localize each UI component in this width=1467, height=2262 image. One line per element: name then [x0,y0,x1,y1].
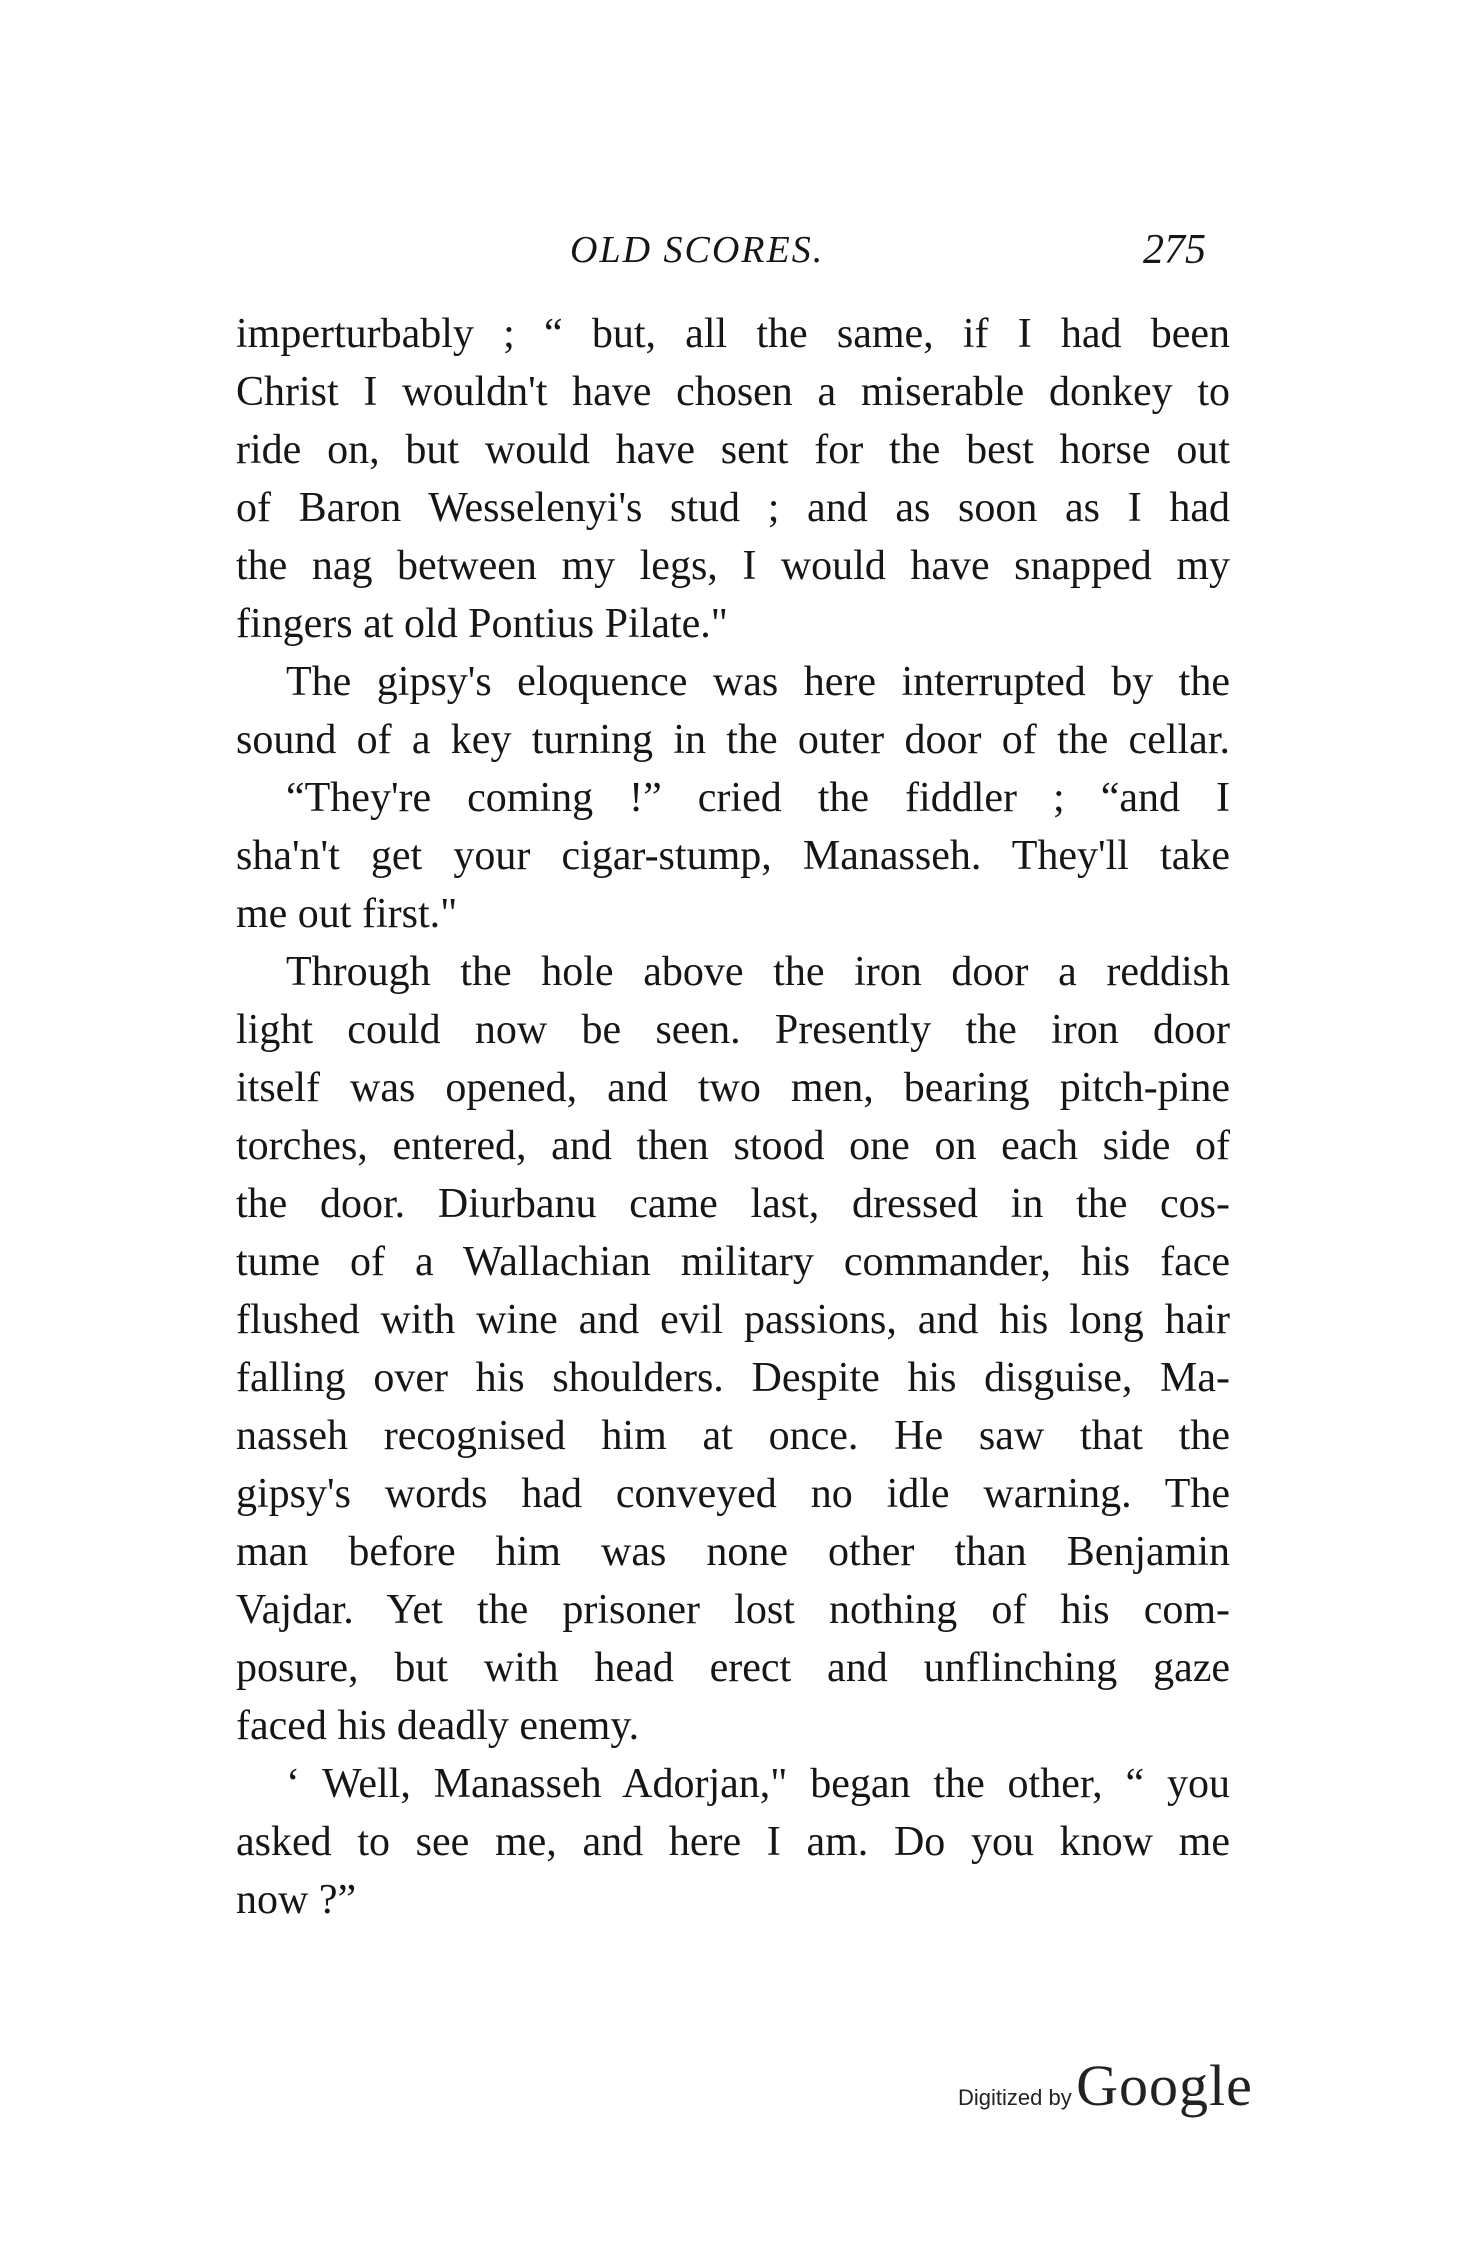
text-line: ‘ Well, Manasseh Adorjan," began the other, “ you [286,1761,1230,1807]
text-line: of Baron Wesselenyi's stud ; and as soon as I had [236,485,1230,531]
text-line: flushed with wine and evil passions, and his long hair [236,1297,1230,1343]
text-line: nasseh recognised him at once. He saw that the [236,1413,1230,1459]
paragraph [236,653,1230,769]
watermark-prefix: Digitized by [958,2085,1072,2110]
text-line: now ?” [236,1877,357,1923]
text-line: sha'n't get your cigar-stump, Manasseh. They'll take [236,833,1230,879]
paragraph [236,769,1230,943]
text-line: imperturbably ; “ but, all the same, if I had been [236,311,1230,357]
text-line: man before him was none other than Benjamin [236,1529,1230,1575]
google-logo: Google [1076,2053,1253,2118]
digitized-by-watermark [958,2052,1253,2119]
text-line: the nag between my legs, I would have snapped my [236,543,1230,589]
text-line: the door. Diurbanu came last, dressed in the cos- [236,1181,1230,1227]
paragraph [236,943,1230,1755]
running-title: OLD SCORES. [570,229,825,271]
text-line: ride on, but would have sent for the best horse out [236,427,1230,473]
text-line: itself was opened, and two men, bearing pitch-pine [236,1065,1230,1111]
text-line: gipsy's words had conveyed no idle warning. The [236,1471,1230,1517]
text-line: fingers at old Pontius Pilate." [236,601,728,647]
paragraph [236,1755,1230,1929]
text-line: posure, but with head erect and unflinching gaze [236,1645,1230,1691]
text-line: Vajdar. Yet the prisoner lost nothing of his com- [236,1587,1230,1633]
text-line: sound of a key turning in the outer door of the cellar. [236,717,1230,763]
text-line: tume of a Wallachian military commander, his face [236,1239,1230,1285]
text-line: light could now be seen. Presently the iron door [236,1007,1230,1053]
text-line: torches, entered, and then stood one on each side of [236,1123,1230,1169]
text-line: Christ I wouldn't have chosen a miserable donkey to [236,369,1230,415]
paragraph [236,305,1230,653]
text-line: asked to see me, and here I am. Do you know me [236,1819,1230,1865]
page-number: 275 [1143,227,1206,273]
text-line: faced his deadly enemy. [236,1703,640,1749]
text-line: me out first." [236,891,458,937]
text-line: falling over his shoulders. Despite his disguise, Ma- [236,1355,1230,1401]
body-text [236,305,1230,1929]
text-line: Through the hole above the iron door a reddish [286,949,1230,995]
text-line: The gipsy's eloquence was here interrupted by the [286,659,1230,705]
text-line: “They're coming !” cried the fiddler ; “and I [286,775,1230,821]
